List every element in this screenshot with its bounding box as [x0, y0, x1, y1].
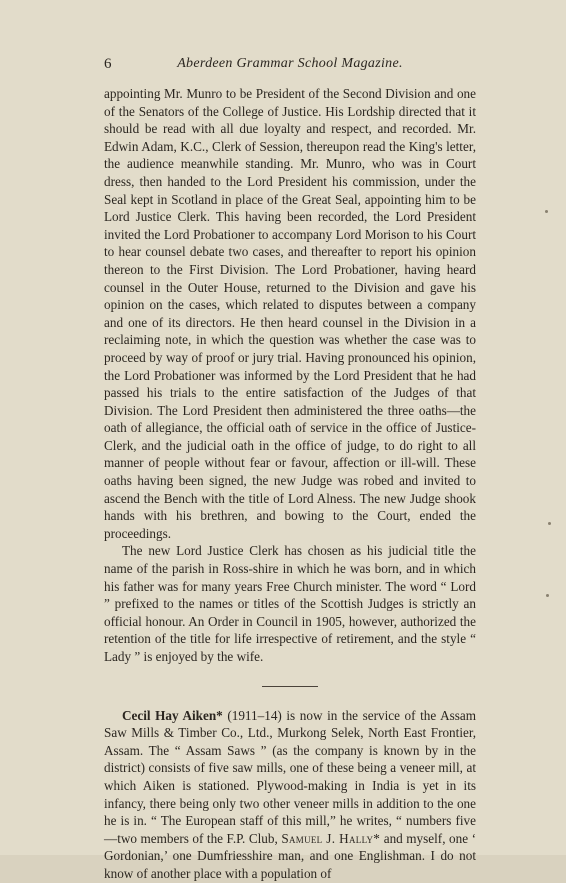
fp-name: Cecil Hay Aiken*	[122, 707, 223, 723]
article-body	[104, 85, 476, 883]
paper-speck	[546, 594, 549, 597]
paper-speck	[545, 210, 548, 213]
running-title: Aberdeen Grammar School Magazine.	[177, 56, 403, 71]
paragraph-fp-note	[104, 707, 476, 883]
paragraph-judicial-title: The new Lord Justice Clerk has chosen as his judicial title the name of the parish in Ross-shire in which he was born, and in which his father was for many years Free Church minister. The word “ Lord ” prefixed to the names or titles of the Scottish Judges is strictly an official honour. An Order in Council in 1905, however, authorized the retention of the title for life irrespective of retirement, and the style “ Lady ” is enjoyed by the wife.	[104, 543, 476, 664]
paragraph-proceedings: appointing Mr. Munro to be President of the Second Division and one of the Senators of the College of Justice. His Lordship directed that it should be read with all due loyalty and respect, and recorded. Mr. Edwin Adam, K.C., Clerk of Session, thereupon read the King's letter, the audience meanwhile standing. Mr. Munro, who was in Court dress, then handed to the Lord President his commission, under the Seal kept in Scotland in place of the Great Seal, appointing him to be Lord Justice Clerk. This having been recorded, the Lord President invited the Lord Probationer to accompany Lord Morison to his Court to hear counsel debate two cases, and thereafter to report his opinion thereon to the First Division. The Lord Probationer, having heard counsel in the Outer House, returned to the Division and gave his opinion on the cases, which related to disputes between a company and one of its directors. He then heard counsel in the Division in a reclaiming note, in which the question was whether the case was to proceed by way of proof or jury trial. Having pronounced his opinion, the Lord Probationer was informed by the Lord President that he had passed his trials to the entire satisfaction of the Judges of that Division. The Lord President then administered the three oaths—the oath of allegiance, the official oath of service in the office of Justice-Clerk, and the judicial oath in the office of judge, to do right to all manner of people without fear or favour, affection or ill-will. These oaths having been signed, the new Judge was robed and invited to ascend the Bench with the title of Lord Alness. The new Judge shook hands with his brethren, and bowing to the Court, ended the proceedings.	[104, 86, 476, 541]
fp-note-text-b: and myself, one ‘ Gordonian,’ one Dumfriesshire man, and one Englishman. I do not know of another place with a population of	[104, 830, 477, 881]
page-number: 6	[104, 56, 112, 72]
fp-note-text-a: (1911–14) is now in the service of the Assam Saw Mills & Timber Co., Ltd., Murkong Selek, North East Frontier, Assam. The “ Assam Saws ” (as the company is known by in the district) consists of five saw mills, one of these being a veneer mill, at which Aiken is stationed. Plywood-making in India is yet in its infancy, there being only two other veneer mills in addition to the one he is in. “ The European staff of this mill,” he writes, “ numbers five—two members of the F.P. Club,	[104, 707, 477, 846]
page-header	[104, 56, 476, 76]
paper-speck	[548, 522, 551, 525]
fp-name-second: Samuel J. Hally*	[281, 830, 381, 846]
section-divider	[262, 686, 318, 687]
